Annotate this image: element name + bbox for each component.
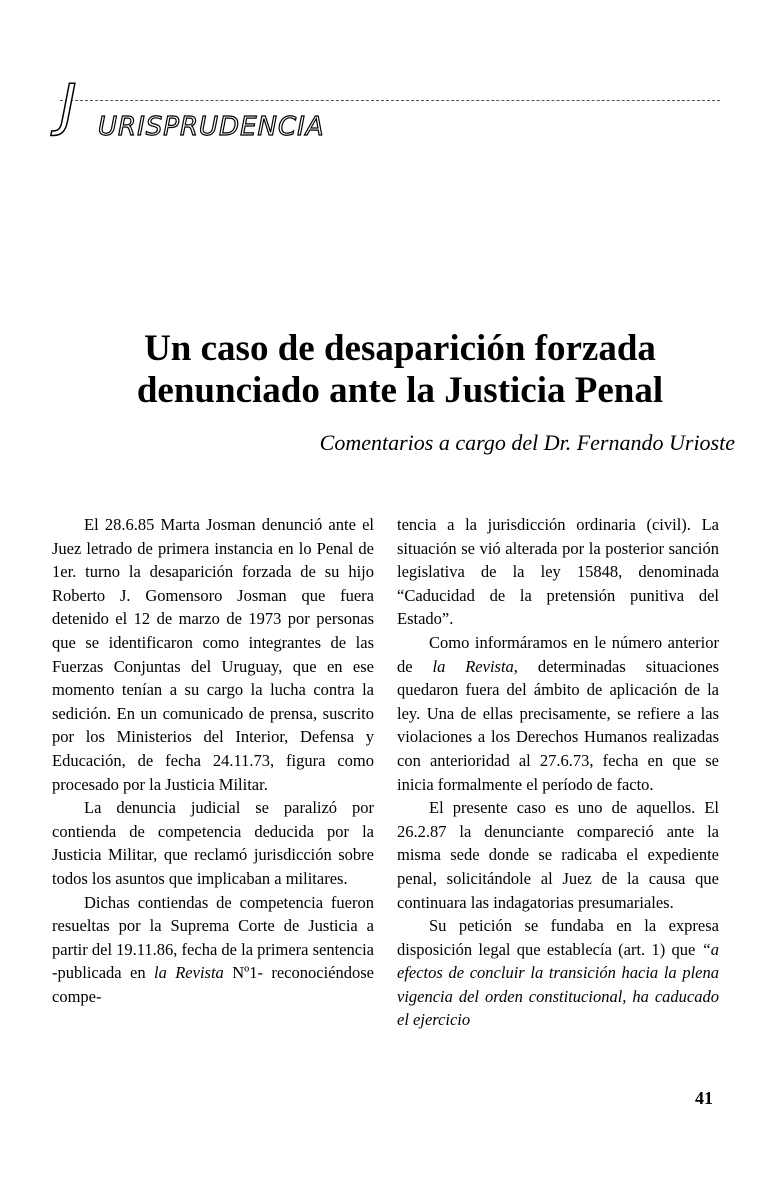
paragraph-text: Dichas contiendas de competencia fueron resueltas por la Suprema Corte de Justicia a partir del 19.11.86, fecha de la primera sentencia -publicada en <box>52 892 374 983</box>
section-header-label: URISPRUDENCIA <box>98 112 325 142</box>
paragraph-italic-text: “a efectos de concluir la transición hacia la plena vigencia del orden constitucional, ha caducado el ejercicio <box>397 939 719 1030</box>
section-header-initial: J <box>60 73 77 138</box>
paragraph-italic-text: la Revista <box>154 963 224 983</box>
article-title <box>60 328 740 412</box>
paragraph-text: Nº1- reconociéndose compe- <box>52 963 374 1006</box>
article-byline: Comentarios a cargo del Dr. Fernando Urioste <box>319 430 735 455</box>
page-number: 41 <box>695 1088 713 1108</box>
paragraph-text: Su petición se fundaba en la expresa disposición legal que establecía (art. 1) que <box>397 916 719 959</box>
paragraph-italic-text: la Revista <box>432 656 514 676</box>
paragraph <box>52 891 374 1009</box>
article-title-line-2: denunciado ante la Justicia Penal <box>136 370 664 411</box>
paragraph: tencia a la jurisdicción ordinaria (civil). La situación se vió alterada por la posterior sanción legislativa de la ley 15848, denominada “Caducidad de la pretensión punitiva del Estado”. <box>397 515 719 629</box>
paragraph: El 28.6.85 Marta Josman denunció ante el Juez letrado de primera instancia en lo Penal de 1er. turno la desaparición forzada de su hijo Roberto J. Gomensoro Josman que fuera detenido el 12 de marzo de 1973 por personas que se identificaron como integrantes de las Fuerzas Conjuntas del Uruguay, que en ese momento tenían a su cargo la lucha contra la sedición. En un comunicado de prensa, suscrito por los Ministerios del Interior, Defensa y Educación, de fecha 24.11.73, figura como procesado por la Justicia Militar. <box>52 515 374 794</box>
left-column <box>52 513 374 1008</box>
right-column <box>397 513 719 1032</box>
paragraph: El presente caso es uno de aquellos. El 26.2.87 la denunciante compareció ante la misma sede donde se radicaba el expediente penal, solicitándole al Juez de la causa que continuara las indagatorias presumariales. <box>397 798 719 912</box>
section-header <box>60 73 720 148</box>
paragraph: La denuncia judicial se paralizó por contienda de competencia deducida por la Justicia Militar, que reclamó jurisdicción sobre todos los asuntos que implicaban a militares. <box>52 798 374 888</box>
paragraph <box>397 631 719 796</box>
article-title-line-1: Un caso de desaparición forzada <box>144 328 656 369</box>
paragraph-text: Como informáramos en le número anterior de <box>397 632 719 676</box>
paragraph-text: , determinadas situaciones quedaron fuera del ámbito de aplicación de la ley. Una de ellas precisamente, se refiere a las violaciones a los Derechos Humanos realizadas con anterioridad al 27.6.73, fecha en que se inicia formalmente el período de facto. <box>397 656 720 794</box>
header-rule <box>60 100 720 101</box>
paragraph <box>397 914 719 1032</box>
